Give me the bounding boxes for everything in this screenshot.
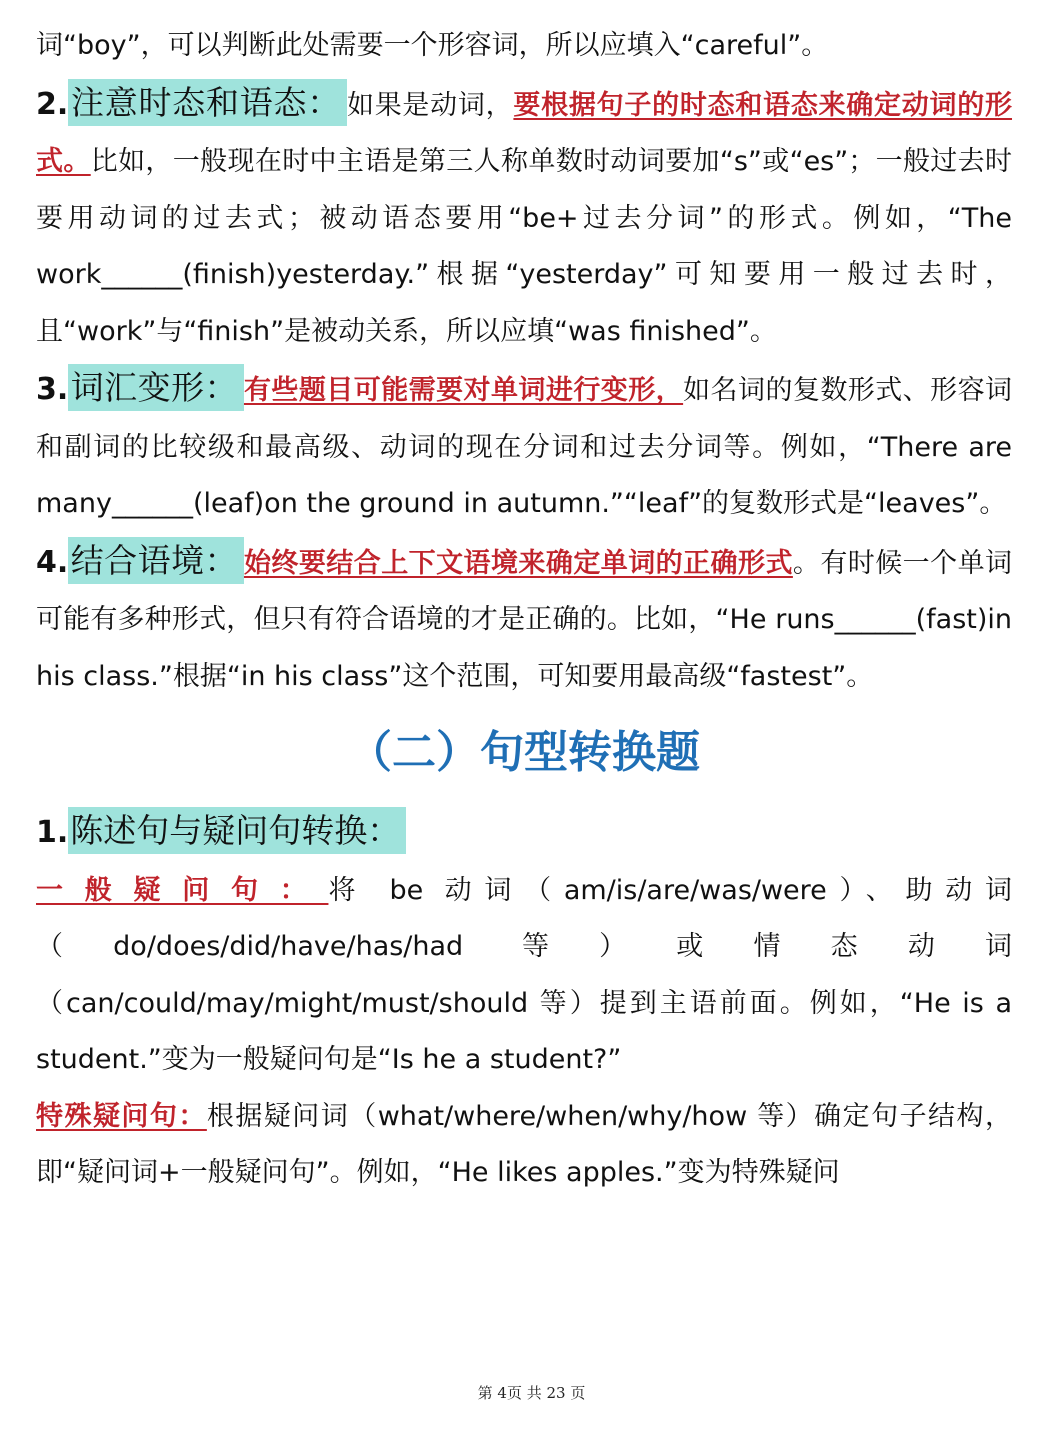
- section-title: （二）句型转换题: [348, 727, 700, 778]
- special-question-text: 根据疑问词（what/where/when/why/how 等）确定句子结构，即“疑问词+一般疑问句”。例如，“He likes apples.”变为特殊疑问: [36, 1100, 1013, 1188]
- item-heading: 结合语境：: [68, 537, 244, 584]
- special-question-paragraph: [36, 1089, 1012, 1202]
- general-question-paragraph: [36, 863, 1012, 1089]
- item-number: 2.: [36, 86, 69, 122]
- general-question-label: 一般疑问句：: [36, 874, 329, 906]
- item-context: [36, 533, 1012, 706]
- item-text: 。有时候一个单词可能有多种形式，但只有符合语境的才是正确的。比如，“He runs______(fast)in his class.”根据“in his class”这个范围，可知要用最高级“fastest”。: [36, 547, 1013, 692]
- continuation-text: 词“boy”，可以判断此处需要一个形容词，所以应填入“careful”。: [36, 30, 829, 61]
- item-key-point: 始终要结合上下文语境来确定单词的正确形式: [243, 547, 793, 579]
- item-key-point: 有些题目可能需要对单词进行变形，: [243, 375, 684, 406]
- part-heading-text: 陈述句与疑问句转换：: [68, 807, 406, 854]
- item-number: 4.: [36, 544, 69, 580]
- item-tense-voice: [36, 75, 1012, 361]
- part-heading: [36, 803, 1012, 863]
- item-heading: 注意时态和语态：: [68, 79, 347, 126]
- paragraph-continuation: [36, 18, 1012, 75]
- item-number: 3.: [36, 372, 69, 407]
- item-key-point: 要根据句子的时态和语态来确定动词的形式。: [36, 89, 1013, 177]
- page-footer: 第 4页 共 23 页: [477, 1384, 586, 1402]
- item-text: 如名词的复数形式、形容词和副词的比较级和最高级、动词的现在分词和过去分词等。例如，“There are many______(leaf)on the ground in autumn.”“leaf”的复数形式是“leaves”。: [36, 375, 1013, 519]
- item-word-forms: [36, 360, 1012, 533]
- document-page: [36, 18, 1012, 1202]
- part-number: 1.: [36, 815, 69, 850]
- item-text: 如果是动词，: [346, 89, 514, 121]
- special-question-label: 特殊疑问句：: [36, 1100, 207, 1132]
- item-heading: 词汇变形：: [68, 364, 244, 411]
- general-question-text: 将 be 动词（am/is/are/was/were）、助动词（do/does/did/have/has/had 等）或情态动词（can/could/may/might/must/should 等）提到主语前面。例如，“He is a student.”变为一般疑问句是“Is he a student?”: [36, 874, 1012, 1075]
- item-text: 比如，一般现在时中主语是第三人称单数时动词要加“s”或“es”；一般过去时要用动词的过去式；被动语态要用“be+过去分词”的形式。例如，“The work______(finish)yesterday.”根据“yesterday”可知要用一般过去时，且“work”与“finish”是被动关系，所以应填“was finished”。: [36, 146, 1013, 347]
